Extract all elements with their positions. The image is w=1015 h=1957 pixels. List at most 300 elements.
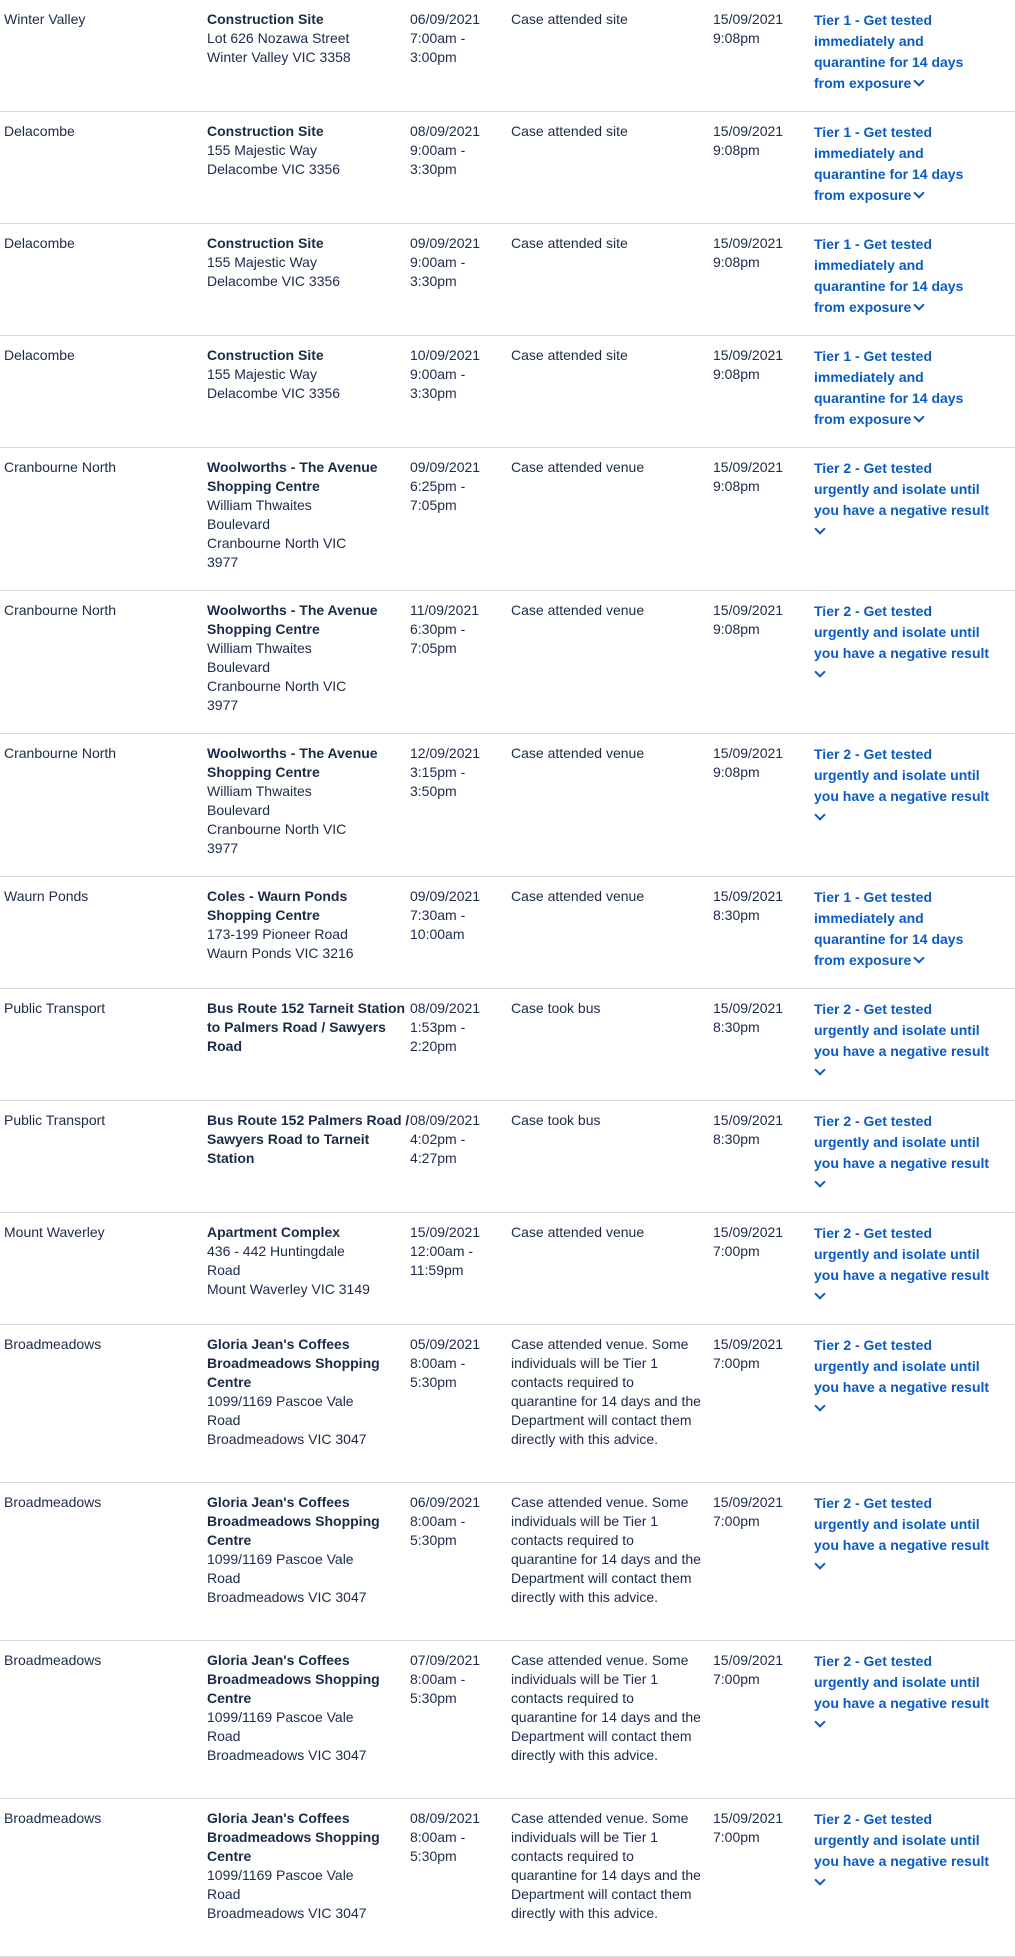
site-name: Apartment Complex [207, 1224, 341, 1240]
exposure-period-cell [410, 1493, 511, 1640]
health-advice-text: Tier 2 - Get tested [814, 746, 933, 762]
exposure-period-cell [410, 1111, 511, 1212]
suburb-text: Cranbourne North [4, 745, 117, 761]
health-advice-text: urgently and isolate until [814, 1674, 980, 1690]
chevron-down-icon [814, 1176, 825, 1187]
site-cell [207, 1809, 410, 1956]
health-advice-line [814, 1265, 1014, 1286]
date-added-cell [713, 458, 814, 590]
site-name: Construction Site [207, 235, 324, 251]
suburb-text: Broadmeadows [4, 1652, 102, 1668]
health-advice-text: you have a negative result [814, 1853, 990, 1869]
date-added-line: 15/09/2021 [713, 1336, 784, 1352]
health-advice-text: you have a negative result [814, 1267, 990, 1283]
date-added-line: 8:30pm [713, 907, 760, 923]
site-name: Bus Route 152 Tarneit Station to Palmers Road / Sawyers Road [207, 1000, 406, 1054]
site-address-line: William Thwaites [207, 640, 312, 656]
date-added-line: 15/09/2021 [713, 888, 784, 904]
table-row [0, 1325, 1015, 1483]
health-advice-line [814, 622, 1014, 643]
date-added-line: 15/09/2021 [713, 1224, 784, 1240]
suburb-text: Broadmeadows [4, 1336, 102, 1352]
suburb-cell [0, 1111, 207, 1212]
site-address-line: Road [207, 1886, 241, 1902]
health-advice-text: Tier 2 - Get tested [814, 1113, 933, 1129]
notes-text: Case took bus [511, 1000, 601, 1016]
site-address-line: Boulevard [207, 802, 271, 818]
site-address-line: 436 - 442 Huntingdale [207, 1243, 345, 1259]
table-row [0, 989, 1015, 1101]
notes-cell [511, 1111, 713, 1212]
suburb-cell [0, 1493, 207, 1640]
chevron-down-icon [814, 666, 825, 677]
exposure-period-cell [410, 10, 511, 111]
table-row [0, 1213, 1015, 1325]
health-advice-text: you have a negative result [814, 1695, 990, 1711]
exposure-period-line: 5:30pm [410, 1690, 457, 1706]
notes-text: Case attended venue [511, 459, 645, 475]
health-advice-text: Tier 2 - Get tested [814, 1337, 933, 1353]
health-advice-line [814, 367, 1014, 388]
health-advice-cell [814, 1809, 1014, 1956]
health-advice-text: Tier 2 - Get tested [814, 1811, 933, 1827]
health-advice-cell [814, 1493, 1014, 1640]
site-address-line: Broadmeadows VIC 3047 [207, 1905, 367, 1921]
health-advice-text: Tier 1 - Get tested [814, 889, 933, 905]
notes-cell [511, 1809, 713, 1956]
date-added-cell [713, 1493, 814, 1640]
health-advice-text: you have a negative result [814, 645, 990, 661]
suburb-text: Public Transport [4, 1000, 106, 1016]
health-advice-toggle[interactable] [814, 999, 1014, 1080]
exposure-period-line: 3:30pm [410, 161, 457, 177]
health-advice-line [814, 164, 1014, 185]
health-advice-toggle[interactable] [814, 887, 1014, 971]
site-address-line: Road [207, 1728, 241, 1744]
health-advice-text: you have a negative result [814, 1043, 990, 1059]
notes-cell [511, 1651, 713, 1798]
chevron-down-icon [814, 1558, 825, 1569]
health-advice-line [814, 458, 1014, 479]
health-advice-cell [814, 1111, 1014, 1212]
date-added-line: 9:08pm [713, 254, 760, 270]
health-advice-cell [814, 601, 1014, 733]
health-advice-toggle[interactable] [814, 1493, 1014, 1574]
health-advice-text: from exposure [814, 299, 912, 315]
notes-cell [511, 1223, 713, 1324]
health-advice-text: Tier 1 - Get tested [814, 348, 933, 364]
exposure-period-line: 05/09/2021 [410, 1336, 481, 1352]
health-advice-cell [814, 1651, 1014, 1798]
health-advice-line [814, 1244, 1014, 1265]
exposure-period-cell [410, 1651, 511, 1798]
notes-text: Case attended site [511, 123, 628, 139]
health-advice-cell [814, 458, 1014, 590]
exposure-period-cell [410, 234, 511, 335]
exposure-period-line: 08/09/2021 [410, 1112, 481, 1128]
health-advice-line [814, 887, 1014, 908]
health-advice-line [814, 143, 1014, 164]
health-advice-text: you have a negative result [814, 502, 990, 518]
suburb-text: Public Transport [4, 1112, 106, 1128]
health-advice-text: immediately and [814, 910, 924, 926]
notes-text: Case attended venue [511, 602, 645, 618]
suburb-cell [0, 234, 207, 335]
exposure-period-line: 9:00am - [410, 142, 466, 158]
date-added-cell [713, 1111, 814, 1212]
health-advice-text: Tier 2 - Get tested [814, 1495, 933, 1511]
site-cell [207, 234, 410, 335]
health-advice-line [814, 73, 1014, 94]
health-advice-text: from exposure [814, 411, 912, 427]
health-advice-text: you have a negative result [814, 788, 990, 804]
suburb-text: Cranbourne North [4, 459, 117, 475]
health-advice-text: quarantine for 14 days [814, 166, 964, 182]
date-added-line: 7:00pm [713, 1829, 760, 1845]
table-row [0, 734, 1015, 877]
date-added-line: 9:08pm [713, 478, 760, 494]
site-name: Gloria Jean's Coffees Broadmeadows Shopping Centre [207, 1494, 380, 1548]
exposure-period-line: 3:30pm [410, 385, 457, 401]
date-added-line: 7:00pm [713, 1671, 760, 1687]
date-added-line: 15/09/2021 [713, 745, 784, 761]
health-advice-line [814, 255, 1014, 276]
exposure-period-line: 15/09/2021 [410, 1224, 481, 1240]
date-added-cell [713, 887, 814, 988]
notes-text: Case attended venue. Some individuals will be Tier 1 contacts required to quarantine for 14 days and the Department will contact them directly with this advice. [511, 1810, 701, 1921]
suburb-cell [0, 601, 207, 733]
health-advice-cell [814, 10, 1014, 111]
exposure-period-line: 10/09/2021 [410, 347, 481, 363]
date-added-line: 15/09/2021 [713, 1494, 784, 1510]
exposure-period-line: 7:05pm [410, 640, 457, 656]
site-cell [207, 346, 410, 447]
exposure-period-cell [410, 458, 511, 590]
exposure-period-line: 5:30pm [410, 1848, 457, 1864]
date-added-line: 15/09/2021 [713, 459, 784, 475]
site-address-line: 1099/1169 Pascoe Vale [207, 1709, 354, 1725]
notes-cell [511, 744, 713, 876]
exposure-period-line: 1:53pm - [410, 1019, 466, 1035]
health-advice-text: immediately and [814, 33, 924, 49]
notes-cell [511, 601, 713, 733]
site-cell [207, 1111, 410, 1212]
exposure-period-line: 09/09/2021 [410, 235, 481, 251]
health-advice-line [814, 1223, 1014, 1244]
date-added-line: 8:30pm [713, 1019, 760, 1035]
suburb-text: Broadmeadows [4, 1810, 102, 1826]
date-added-cell [713, 234, 814, 335]
date-added-line: 9:08pm [713, 764, 760, 780]
site-address-line: 1099/1169 Pascoe Vale [207, 1393, 354, 1409]
exposure-period-line: 7:30am - [410, 907, 466, 923]
health-advice-line [814, 601, 1014, 622]
date-added-cell [713, 744, 814, 876]
exposure-period-line: 3:30pm [410, 273, 457, 289]
suburb-text: Cranbourne North [4, 602, 117, 618]
notes-cell [511, 458, 713, 590]
health-advice-toggle[interactable] [814, 10, 1014, 94]
exposure-period-line: 9:00am - [410, 254, 466, 270]
health-advice-cell [814, 887, 1014, 988]
health-advice-line [814, 908, 1014, 929]
exposure-period-line: 08/09/2021 [410, 123, 481, 139]
suburb-text: Mount Waverley [4, 1224, 105, 1240]
site-name: Gloria Jean's Coffees Broadmeadows Shopping Centre [207, 1336, 380, 1390]
notes-text: Case attended venue [511, 888, 645, 904]
exposure-period-line: 5:30pm [410, 1532, 457, 1548]
health-advice-line [814, 1356, 1014, 1377]
notes-text: Case took bus [511, 1112, 601, 1128]
table-row [0, 877, 1015, 989]
site-address-line: 1099/1169 Pascoe Vale [207, 1551, 354, 1567]
site-name: Gloria Jean's Coffees Broadmeadows Shopping Centre [207, 1810, 380, 1864]
notes-cell [511, 1493, 713, 1640]
date-added-line: 9:08pm [713, 142, 760, 158]
health-advice-line [814, 950, 1014, 971]
health-advice-cell [814, 234, 1014, 335]
exposure-period-line: 07/09/2021 [410, 1652, 481, 1668]
date-added-line: 15/09/2021 [713, 602, 784, 618]
health-advice-toggle[interactable] [814, 744, 1014, 825]
site-address-line: 3977 [207, 697, 239, 713]
health-advice-line [814, 1851, 1014, 1872]
health-advice-toggle[interactable] [814, 1651, 1014, 1732]
date-added-line: 15/09/2021 [713, 1810, 784, 1826]
site-address-line: Cranbourne North VIC [207, 678, 347, 694]
health-advice-line [814, 122, 1014, 143]
site-name: Woolworths - The Avenue Shopping Centre [207, 459, 378, 494]
health-advice-line [814, 346, 1014, 367]
health-advice-line [814, 10, 1014, 31]
suburb-cell [0, 122, 207, 223]
date-added-line: 9:08pm [713, 30, 760, 46]
site-address-line: 155 Majestic Way [207, 254, 317, 270]
site-cell [207, 1651, 410, 1798]
health-advice-line [814, 929, 1014, 950]
table-row [0, 0, 1015, 112]
chevron-down-icon [914, 75, 925, 86]
date-added-line: 15/09/2021 [713, 347, 784, 363]
site-name: Woolworths - The Avenue Shopping Centre [207, 745, 378, 780]
date-added-cell [713, 601, 814, 733]
health-advice-line [814, 1041, 1014, 1062]
health-advice-line [814, 1132, 1014, 1153]
site-address-line: 1099/1169 Pascoe Vale [207, 1867, 354, 1883]
site-address-line: William Thwaites [207, 497, 312, 513]
site-address-line: 3977 [207, 554, 239, 570]
site-address-line: William Thwaites [207, 783, 312, 799]
health-advice-line [814, 744, 1014, 765]
health-advice-toggle[interactable] [814, 458, 1014, 539]
health-advice-text: Tier 2 - Get tested [814, 1001, 933, 1017]
health-advice-toggle[interactable] [814, 346, 1014, 430]
health-advice-text: immediately and [814, 145, 924, 161]
health-advice-toggle[interactable] [814, 1223, 1014, 1304]
health-advice-line [814, 1672, 1014, 1693]
date-added-line: 7:00pm [713, 1355, 760, 1371]
chevron-down-icon [814, 523, 825, 534]
site-cell [207, 887, 410, 988]
health-advice-text: from exposure [814, 187, 912, 203]
chevron-down-icon [914, 411, 925, 422]
exposure-period-line: 8:00am - [410, 1829, 466, 1845]
site-cell [207, 10, 410, 111]
exposure-period-line: 4:27pm [410, 1150, 457, 1166]
suburb-cell [0, 346, 207, 447]
site-address-line: Delacombe VIC 3356 [207, 385, 341, 401]
site-name: Woolworths - The Avenue Shopping Centre [207, 602, 378, 637]
exposure-period-line: 4:02pm - [410, 1131, 466, 1147]
notes-text: Case attended site [511, 347, 628, 363]
health-advice-toggle[interactable] [814, 1335, 1014, 1416]
health-advice-line [814, 500, 1014, 521]
site-address-line: Boulevard [207, 659, 271, 675]
suburb-cell [0, 10, 207, 111]
health-advice-line [814, 1153, 1014, 1174]
date-added-cell [713, 122, 814, 223]
health-advice-line [814, 52, 1014, 73]
health-advice-line [814, 297, 1014, 318]
health-advice-text: Tier 2 - Get tested [814, 1653, 933, 1669]
site-address-line: Broadmeadows VIC 3047 [207, 1431, 367, 1447]
health-advice-line [814, 409, 1014, 430]
site-address-line: Road [207, 1412, 241, 1428]
suburb-text: Waurn Ponds [4, 888, 89, 904]
health-advice-line [814, 1020, 1014, 1041]
exposure-period-line: 08/09/2021 [410, 1000, 481, 1016]
health-advice-text: quarantine for 14 days [814, 931, 964, 947]
site-address-line: Delacombe VIC 3356 [207, 161, 341, 177]
health-advice-text: from exposure [814, 952, 912, 968]
health-advice-text: you have a negative result [814, 1155, 990, 1171]
health-advice-text: immediately and [814, 369, 924, 385]
health-advice-text: urgently and isolate until [814, 1832, 980, 1848]
exposure-period-line: 3:00pm [410, 49, 457, 65]
date-added-cell [713, 1335, 814, 1482]
health-advice-line [814, 1514, 1014, 1535]
health-advice-toggle[interactable] [814, 1809, 1014, 1890]
health-advice-line [814, 765, 1014, 786]
health-advice-text: urgently and isolate until [814, 1516, 980, 1532]
chevron-down-icon [914, 299, 925, 310]
chevron-down-icon [814, 1874, 825, 1885]
health-advice-text: Tier 2 - Get tested [814, 460, 933, 476]
exposure-period-cell [410, 122, 511, 223]
health-advice-line [814, 999, 1014, 1020]
site-cell [207, 1335, 410, 1482]
chevron-down-icon [814, 809, 825, 820]
notes-text: Case attended venue. Some individuals will be Tier 1 contacts required to quarantine for 14 days and the Department will contact them directly with this advice. [511, 1494, 701, 1605]
suburb-cell [0, 1651, 207, 1798]
exposure-period-line: 12:00am - [410, 1243, 474, 1259]
site-name: Gloria Jean's Coffees Broadmeadows Shopping Centre [207, 1652, 380, 1706]
site-address-line: Broadmeadows VIC 3047 [207, 1747, 367, 1763]
table-row [0, 1101, 1015, 1213]
health-advice-text: immediately and [814, 257, 924, 273]
exposure-period-line: 8:00am - [410, 1671, 466, 1687]
site-address-line: Delacombe VIC 3356 [207, 273, 341, 289]
chevron-down-icon [814, 1064, 825, 1075]
chevron-down-icon [914, 952, 925, 963]
date-added-line: 7:00pm [713, 1243, 760, 1259]
exposure-period-line: 08/09/2021 [410, 1810, 481, 1826]
date-added-line: 15/09/2021 [713, 1652, 784, 1668]
exposure-period-line: 5:30pm [410, 1374, 457, 1390]
health-advice-line [814, 1830, 1014, 1851]
health-advice-text: you have a negative result [814, 1537, 990, 1553]
site-cell [207, 1223, 410, 1324]
exposure-period-line: 10:00am [410, 926, 465, 942]
site-address-line: Broadmeadows VIC 3047 [207, 1589, 367, 1605]
health-advice-cell [814, 1335, 1014, 1482]
date-added-line: 15/09/2021 [713, 235, 784, 251]
health-advice-cell [814, 346, 1014, 447]
health-advice-text: urgently and isolate until [814, 481, 980, 497]
notes-cell [511, 122, 713, 223]
suburb-cell [0, 887, 207, 988]
site-address-line: Road [207, 1570, 241, 1586]
exposure-period-cell [410, 346, 511, 447]
site-address-line: Waurn Ponds VIC 3216 [207, 945, 354, 961]
health-advice-cell [814, 999, 1014, 1100]
health-advice-line [814, 388, 1014, 409]
health-advice-toggle[interactable] [814, 601, 1014, 682]
site-cell [207, 999, 410, 1100]
table-row [0, 224, 1015, 336]
notes-cell [511, 346, 713, 447]
suburb-text: Winter Valley [4, 11, 86, 27]
suburb-cell [0, 458, 207, 590]
site-name: Coles - Waurn Ponds Shopping Centre [207, 888, 348, 923]
exposure-period-line: 6:30pm - [410, 621, 466, 637]
date-added-cell [713, 1651, 814, 1798]
suburb-text: Delacombe [4, 347, 75, 363]
exposure-period-line: 7:00am - [410, 30, 466, 46]
suburb-cell [0, 1809, 207, 1956]
health-advice-line [814, 1535, 1014, 1556]
notes-text: Case attended site [511, 235, 628, 251]
health-advice-text: Tier 2 - Get tested [814, 1225, 933, 1241]
date-added-line: 7:00pm [713, 1513, 760, 1529]
site-address-line: 3977 [207, 840, 239, 856]
date-added-line: 15/09/2021 [713, 11, 784, 27]
health-advice-toggle[interactable] [814, 122, 1014, 206]
exposure-period-cell [410, 999, 511, 1100]
site-address-line: Road [207, 1262, 241, 1278]
health-advice-text: Tier 2 - Get tested [814, 603, 933, 619]
health-advice-toggle[interactable] [814, 234, 1014, 318]
notes-text: Case attended venue. Some individuals will be Tier 1 contacts required to quarantine for 14 days and the Department will contact them directly with this advice. [511, 1652, 701, 1763]
exposure-period-cell [410, 601, 511, 733]
health-advice-line [814, 1377, 1014, 1398]
health-advice-line [814, 1651, 1014, 1672]
exposure-period-cell [410, 1335, 511, 1482]
notes-text: Case attended venue [511, 745, 645, 761]
notes-text: Case attended site [511, 11, 628, 27]
exposure-period-line: 8:00am - [410, 1513, 466, 1529]
date-added-cell [713, 10, 814, 111]
exposure-period-cell [410, 887, 511, 988]
health-advice-line [814, 1693, 1014, 1714]
health-advice-text: urgently and isolate until [814, 1134, 980, 1150]
health-advice-toggle[interactable] [814, 1111, 1014, 1192]
health-advice-line [814, 786, 1014, 807]
table-row [0, 448, 1015, 591]
chevron-down-icon [814, 1400, 825, 1411]
health-advice-cell [814, 744, 1014, 876]
health-advice-text: Tier 1 - Get tested [814, 236, 933, 252]
